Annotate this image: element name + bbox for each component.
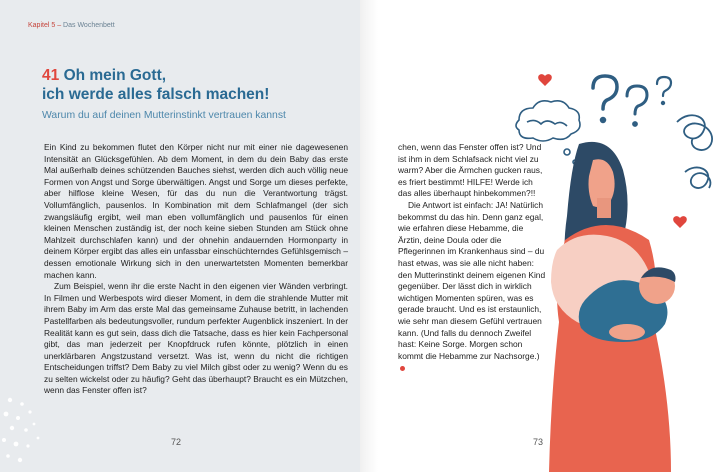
decorative-dots xyxy=(0,390,60,472)
question-mark-icon xyxy=(657,77,671,104)
heart-icon xyxy=(673,216,687,228)
heart-icon xyxy=(538,74,552,86)
end-mark-icon xyxy=(400,366,405,371)
paragraph: Ein Kind zu bekommen flutet den Körper nicht nur mit einer nie dagewesenen Intensität an Glücksgefühlen. Ab dem Moment, in dem du dein Baby das erste Mal außerhalb deines schützenden Bauches siehst, werden dich auch völlig neue Formen von Angst und Sorge überwältigen. Angst und Sorge um dieses perfekte, aber hilflose kleine Wesen, für das du nun die Verantwortung trägst. Vollumfänglich, pausenlos. In Kombination mit dem Schlafmangel (der sich zwangsläufig ergibt, weil man eben vollumfänglich und pausenlos für einen kleinen Menschen zuständig ist, der noch keine sieben Stunden am Stück ohne Mahlzeit durchschlafen kann) und der ohnehin andauernden Hormonparty in deinem Körper ergibt das alles ein unfassbar einschüchterndes Gefühlsgemisch – dessen emotionale Wirkung sich in den unerwartetsten Momenten bemerkbar machen kann. xyxy=(44,142,348,280)
chapter-title-line2: ich werde alles falsch machen! xyxy=(42,86,270,103)
question-mark-icon xyxy=(627,86,647,125)
scribble-icon xyxy=(677,115,712,188)
left-body-text xyxy=(44,142,348,397)
paragraph: Zum Beispiel, wenn ihr die erste Nacht in den eigenen vier Wänden verbringt. In Filmen und Werbespots wird dieser Moment, in dem die strahlende Mutter mit ihrem Baby im Arm das erste Mal das gemeinsame Zuhause betritt, in lachenden Pastellfarben als bedeutungsvoller, rundum perfekter Augenblick inszeniert. In der Realität kann es gut sein, dass dich die Tatsache, dass es hier kein Fachpersonal gibt, das man jederzeit per Knopfdruck rufen könnte, plötzlich in einen unerklärbaren Angstzustand versetzt. Was ist, wenn du nicht die richtigen Entscheidungen triffst? Dem Baby zu viel Milch gibst oder zu wenig? Wenn du es zu selten wickelst oder zu häufig? Geht das überhaupt? Braucht es ein Mützchen, wenn das Fenster offen ist? xyxy=(44,281,348,396)
page-number-left: 72 xyxy=(171,437,182,447)
mother-baby-illustration xyxy=(505,60,720,472)
thought-bubble-icon xyxy=(516,101,580,164)
running-head-chapter: Kapitel 5 xyxy=(28,22,56,29)
chapter-title xyxy=(42,66,342,104)
running-head-separator: – xyxy=(55,22,64,29)
running-head xyxy=(28,22,115,29)
question-mark-icon xyxy=(593,76,617,122)
paragraph: chen, wenn das Fenster offen ist? Und ist ihm in dem Schlafsack nicht viel zu warm? Aber die Ärmchen gucken raus, es friert bestimmt! HILFE! Werde ich das alles überhaupt hinbekommen?!! xyxy=(398,142,543,199)
chapter-title-line1: Oh mein Gott, xyxy=(63,67,167,84)
chapter-number: 41 xyxy=(42,67,60,84)
running-head-section: Das Wochenbett xyxy=(63,22,115,29)
page-number-right: 73 xyxy=(533,437,544,447)
right-page xyxy=(360,0,720,472)
gutter-shadow xyxy=(360,0,378,472)
paragraph-text: Die Antwort ist einfach: JA! Natürlich bekommst du das hin. Denn ganz egal, wie erfahren diese Hebamme, die Ärztin, deine Doula oder die Pflegerinnen im Krankenhaus sind – du hast etwas, was sie alle nicht haben: den Mutterinstinkt deinem eigenen Kind gegenüber. Der lässt dich in wirklich wichtigen Momenten spüren, was es gerade braucht. Und es ist erstaunlich, wie sehr man diesem Gefühl vertrauen kann. (Und falls du dennoch Zweifel hast: Keine Sorge. Morgen schon kommt die Hebamme zur Nachsorge.) xyxy=(398,199,546,361)
chapter-subtitle: Warum du auf deinen Mutterinstinkt vertrauen kannst xyxy=(42,110,286,121)
